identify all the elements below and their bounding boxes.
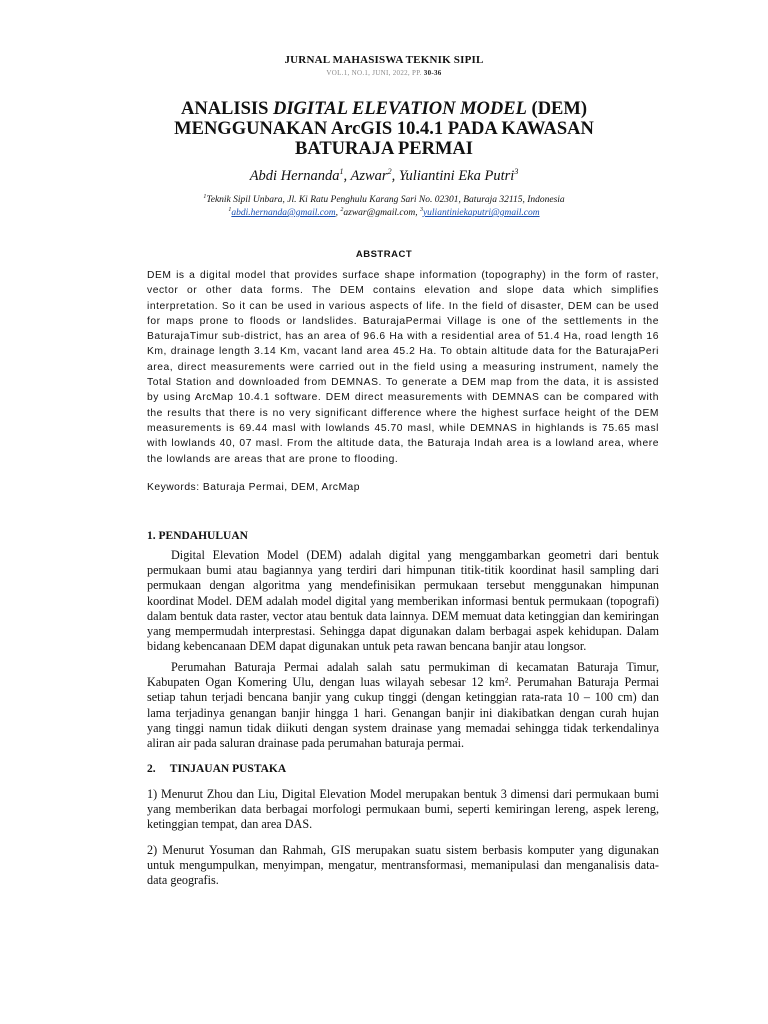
email-link-3[interactable]: yuliantiniekaputri@gmail.com (422, 208, 540, 218)
author-3: Yuliantini Eka Putri (398, 168, 515, 184)
email-2: azwar@gmail.com (343, 208, 416, 218)
keywords: Keywords: Baturaja Permai, DEM, ArcMap (147, 482, 360, 493)
journal-name: JURNAL MAHASISWA TEKNIK SIPIL (284, 54, 484, 66)
title-part1: ANALISIS (180, 99, 273, 119)
section-heading-pendahuluan: 1. PENDAHULUAN (147, 530, 248, 542)
paper-title (150, 99, 618, 159)
email-link-1[interactable]: abdi.hernanda@gmail.com (231, 208, 336, 218)
affil-sup: 1 (203, 193, 207, 200)
author-2-sup: 2 (387, 167, 392, 177)
author-3-sup: 3 (514, 167, 519, 177)
title-line3: BATURAJA PERMAI (295, 139, 473, 159)
affil-text: Teknik Sipil Unbara, Jl. Ki Ratu Penghulu Karang Sari No. 02301, Baturaja 32115, Indonesia (206, 195, 565, 205)
author-1: Abdi Hernanda (249, 168, 340, 184)
title-italic: DIGITAL ELEVATION MODEL (273, 99, 527, 119)
email1-sup: 1 (228, 206, 232, 213)
author-list (0, 168, 768, 185)
author-sep: , (391, 168, 399, 184)
title-line2: MENGGUNAKAN ArcGIS 10.4.1 PADA KAWASAN (174, 119, 594, 139)
section-heading-tinjauan: 2. TINJAUAN PUSTAKA (147, 763, 287, 775)
paragraph: 1) Menurut Zhou dan Liu, Digital Elevation Model merupakan bentuk 3 dimensi dari permukaan bumi yang memberikan data berbagai morfologi permukaan bumi, seperti kemiringan lereng, aspek lereng, ketinggian tempat, dan area DAS. (147, 787, 659, 832)
affiliation (0, 194, 768, 220)
title-part3: (DEM) (526, 99, 588, 119)
author-sep: , (343, 168, 351, 184)
email-sep: , (335, 208, 341, 218)
email3-sup: 3 (419, 206, 423, 213)
abstract-text: DEM is a digital model that provides surface shape information (topography) in the form of raster, vector or other data forms. The DEM contains elevation and slope data which simplifies interpretation. So it can be used in various aspects of life. In the field of disaster, DEM can be used for maps prone to floods or landslides. BaturajaPermai Village is one of the settlements in the BaturajaTimur sub-district, has an area of 96.6 Ha with a residential area of 51.4 Ha, road length 16 Km, drainage length 3.14 Km, vacant land area 45.2 Ha. To obtain altitude data for the BaturajaPeri area, direct measurements were carried out in the field using a measuring instrument, namely the Total Station and downloaded from DEMNAS. To generate a DEM map from the data, it is assisted by using ArcMap 10.4.1 software. DEM direct measurements with DEMNAS can be compared with the results that there is no very significant difference where the highest surface height of the DEM measurements is 69.44 masl with lowlands 45.70 masl, while DEMNAS in highlands is 75.65 masl with lowlands 40, 07 masl. From the altitude data, the Baturaja Indah area is a lowland area, where the lowlands are areas that are prone to flooding. (147, 270, 659, 465)
paragraph: 2) Menurut Yosuman dan Rahmah, GIS merupakan suatu sistem berbasis komputer yang digunakan untuk mengumpulkan, menyimpan, mengatur, mentransformasi, memanipulasi dan menganalisis data-data geografis. (147, 843, 659, 888)
author-1-sup: 1 (339, 167, 344, 177)
paragraph: Perumahan Baturaja Permai adalah salah satu permukiman di kecamatan Baturaja Timur, Kabupaten Ogan Komering Ulu, dengan luas wilayah sebesar 12 km². Perumahan Baturaja Permai setiap tahun terjadi bencana banjir yang cukup tinggi (dengan ketinggian rata-rata 10 – 100 cm) dan lama terjadinya genangan banjir hingga 1 hari. Genangan banjir ini diakibatkan dengan curah hujan yang tinggi namun tidak diikuti dengan system drainase yang memadai sehingga tidak terkendalinya aliran air pada saluran drainase pada perumahan baturaja permai. (147, 660, 659, 751)
volume-prefix: VOL.1, NO.1, JUNI, 2022, PP. (326, 69, 422, 77)
volume-info (0, 69, 768, 77)
email-sep: , (415, 208, 420, 218)
author-2: Azwar (350, 168, 388, 184)
email2-sup: 2 (340, 206, 344, 213)
abstract-heading: ABSTRACT (355, 249, 413, 260)
page-range: 30-36 (423, 69, 442, 77)
paragraph: Digital Elevation Model (DEM) adalah digital yang menggambarkan geometri dari bentuk permukaan bumi atau bagiannya yang terdiri dari himpunan titik-titik koordinat hasil sampling dari permukaan dengan algoritma yang mendefinisikan permukaan tersebut menggunakan himpunan koordinat Model. DEM adalah model digital yang memberikan informasi bentuk permukaan (topografi) dalam bentuk data raster, vector atau bentuk data lainnya. DEM memuat data ketinggian dan kemiringan yang mempermudah interprestasi. Sehingga dapat digunakan dalam berbagai aspek kehidupan. Dalam bidang kebencanaan DEM dapat digunakan untuk peta rawan bencana banjir atau longsor. (147, 548, 659, 654)
